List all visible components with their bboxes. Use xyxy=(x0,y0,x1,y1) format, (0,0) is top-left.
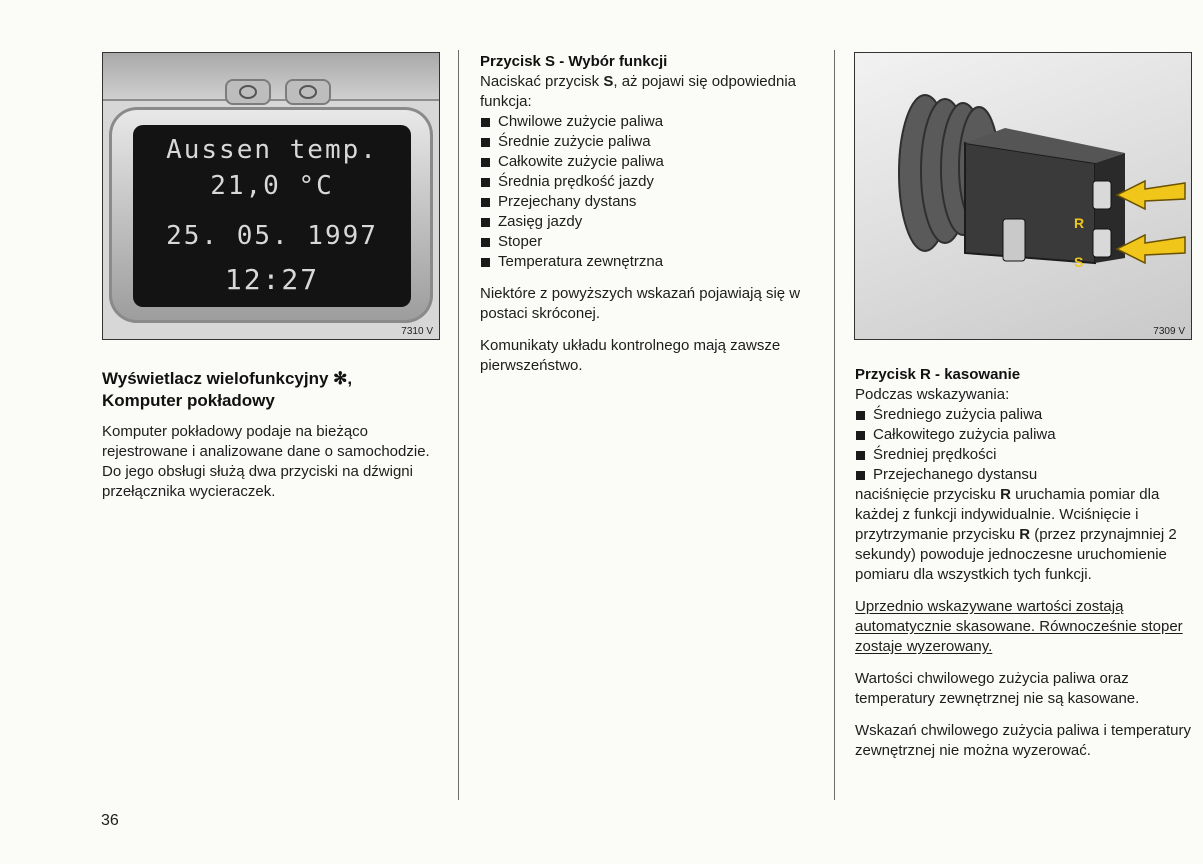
list-item: Zasięg jazdy xyxy=(480,212,818,232)
button-s-intro xyxy=(480,72,818,112)
reset-list xyxy=(855,405,1191,485)
button-r-heading: Przycisk R - kasowanie xyxy=(855,366,1021,383)
intro-text-b: , aż pojawi się odpowiednia funkcja: xyxy=(480,73,796,110)
lcd-screen xyxy=(133,125,411,307)
list-item: Średniego zużycia paliwa xyxy=(855,405,1191,425)
middle-para-2: Komunikaty układu kontrolnego mają zawsze pierwszeństwo. xyxy=(480,337,781,374)
figure-label-7310: 7310 V xyxy=(401,326,433,337)
lcd-line-2: 21,0 °C xyxy=(210,171,334,201)
arrow-r-icon xyxy=(1117,181,1185,209)
list-item: Średniej prędkości xyxy=(855,445,1191,465)
body-text-e: (przez przynajmniej 2 sekundy) powoduje jednoczesne uruchomienie pomiaru dla wszystkich tych funkcji. xyxy=(855,526,1177,583)
list-item: Chwilowe zużycie paliwa xyxy=(480,112,818,132)
intro-text-a: Naciskać przycisk xyxy=(480,73,604,90)
body-text-a: naciśnięcie przycisku xyxy=(855,486,1001,503)
dashboard-strip xyxy=(103,53,439,101)
figure-label-7309: 7309 V xyxy=(1153,326,1185,337)
right-para-3: Wskazań chwilowego zużycia paliwa i temperatury zewnętrznej nie można wyzerować. xyxy=(855,722,1191,759)
button-s-icon xyxy=(1093,229,1111,257)
display-button-right xyxy=(285,79,331,105)
heading-subtitle: Komputer pokładowy xyxy=(102,391,275,410)
button-s-label: S xyxy=(1074,254,1084,270)
display-frame xyxy=(109,107,433,323)
heading-title: Wyświetlacz wielofunkcyjny xyxy=(102,369,329,388)
column-divider-1 xyxy=(458,50,459,800)
list-item: Średnia prędkość jazdy xyxy=(480,172,818,192)
page-number: 36 xyxy=(101,812,119,829)
body-button-r-1: R xyxy=(1000,486,1011,503)
lcd-line-4: 12:27 xyxy=(224,263,320,296)
body-button-r-2: R xyxy=(1019,526,1031,543)
list-item: Średnie zużycie paliwa xyxy=(480,132,818,152)
button-r-body xyxy=(855,485,1191,585)
arrow-s-icon xyxy=(1117,235,1185,263)
middle-para-1: Niektóre z powyższych wskazań pojawiają się w postaci skróconej. xyxy=(480,285,801,322)
button-s-heading: Przycisk S - Wybór funkcji xyxy=(480,53,668,70)
thumbwheel-icon xyxy=(1003,219,1025,261)
left-heading xyxy=(102,368,442,412)
body-text-c: uruchamia pomiar dla każdej z funkcji indywidualnie. Wciśnięcie i przytrzymanie przycisku xyxy=(855,486,1160,543)
middle-column xyxy=(480,52,818,376)
trip-computer-figure xyxy=(102,52,440,340)
right-column xyxy=(855,365,1191,761)
list-item: Całkowitego zużycia paliwa xyxy=(855,425,1191,445)
list-item: Przejechanego dystansu xyxy=(855,465,1191,485)
function-list xyxy=(480,112,818,272)
left-paragraph: Komputer pokładowy podaje na bieżąco rejestrowane i analizowane dane o samochodzie. Do jego obsługi służą dwa przyciski na dźwigni przełącznika wycieraczek. xyxy=(102,423,430,500)
lcd-line-3: 25. 05. 1997 xyxy=(166,221,378,251)
intro-button-s: S xyxy=(603,73,614,90)
list-item: Całkowite zużycie paliwa xyxy=(480,152,818,172)
column-divider-2 xyxy=(834,50,835,800)
display-button-left xyxy=(225,79,271,105)
stalk-body xyxy=(965,143,1095,263)
lcd-line-1: Aussen temp. xyxy=(166,135,378,165)
button-r-intro: Podczas wskazywania: xyxy=(855,386,1010,403)
right-para-2: Wartości chwilowego zużycia paliwa oraz temperatury zewnętrznej nie są kasowane. xyxy=(855,670,1140,707)
button-r-label: R xyxy=(1074,215,1085,231)
list-item: Stoper xyxy=(480,232,818,252)
button-r-icon xyxy=(1093,181,1111,209)
list-item: Przejechany dystans xyxy=(480,192,818,212)
list-item: Temperatura zewnętrzna xyxy=(480,252,818,272)
wiper-stalk-figure xyxy=(854,52,1192,340)
wiper-stalk-illustration xyxy=(855,53,1192,340)
reset-note-underlined: Uprzednio wskazywane wartości zostają automatycznie skasowane. Równocześnie stoper zostaje wyzerowany. xyxy=(855,598,1183,655)
optional-equipment-symbol: ✻, xyxy=(333,369,353,388)
